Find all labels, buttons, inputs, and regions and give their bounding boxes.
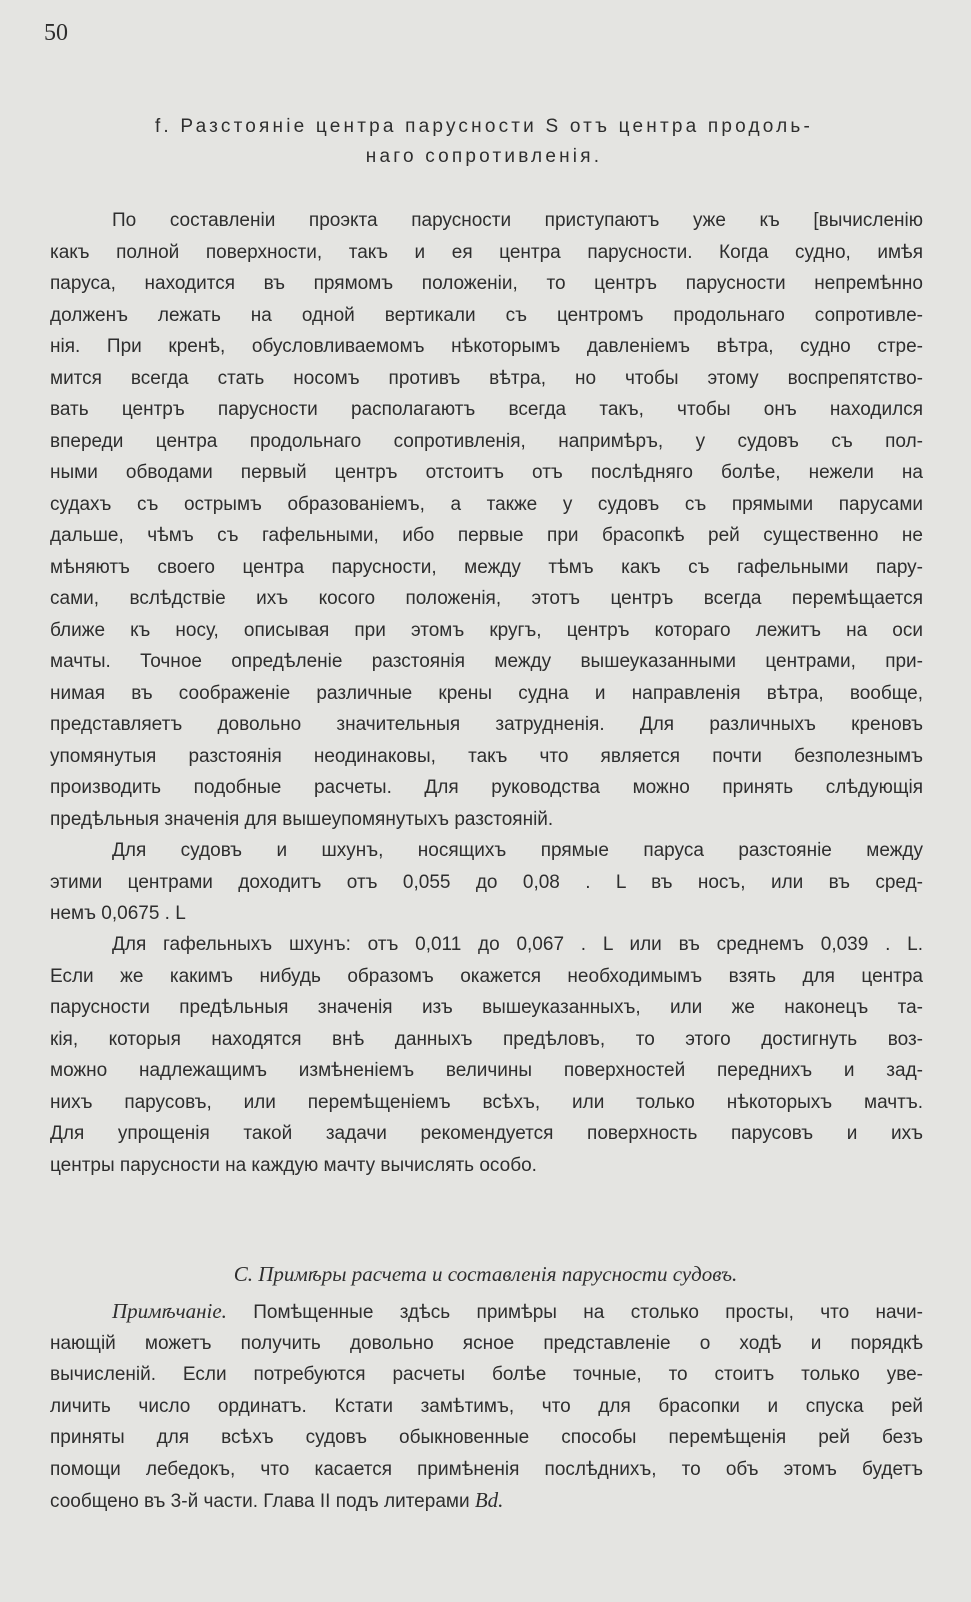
text-line: судахъ съ острымъ образованіемъ, а также у судовъ съ прямыми парусами [50,493,923,515]
text-line: ными обводами первый центръ отстоитъ отъ послѣдняго болѣе, нежели на [50,462,923,483]
text-line: паруса, находится въ прямомъ положеніи, то центръ парусности непремѣнно [50,273,923,294]
text-line: упомянутыя разстоянія неодинаковы, такъ что является почти безполезнымъ [50,745,923,767]
paragraph-3 [50,929,923,1181]
text-line: нающій можетъ получить довольно ясное представленіе о ходѣ и порядкѣ [50,1332,923,1354]
text-line: производить подобные расчеты. Для руководства можно принять слѣдующія [50,777,923,798]
text-line: мачты. Точное опредѣленіе разстоянія между вышеуказанными центрами, при- [50,651,923,672]
text-line: вать центръ парусности располагаютъ всегда такъ, чтобы онъ находился [50,399,923,420]
text-line: нія. При кренѣ, обусловливаемомъ нѣкоторымъ давленіемъ вѣтра, судно стре- [50,336,923,357]
note-label: Примѣчаніе. [112,1299,227,1323]
text-line: центры парусности на каждую мачту вычислять особо. [50,1154,537,1176]
text-line: какъ полной поверхности, такъ и ея центра парусности. Когда судно, имѣя [50,241,923,263]
text-line: Если же какимъ нибудь образомъ окажется необходимымъ взять для центра [50,965,923,987]
page-number: 50 [44,20,68,46]
note-end-italic: Bd. [474,1488,504,1512]
text-line: нихъ парусовъ, или перемѣщеніемъ всѣхъ, или только нѣкоторыхъ мачтъ. [50,1091,923,1113]
section-c-heading: С. Примѣры расчета и составленія парусности судовъ. [233,1262,738,1286]
text-line: парусности предѣльныя значенія изъ вышеуказанныхъ, или же наконецъ та- [50,997,923,1018]
section-f-heading [44,112,924,172]
paragraph-2 [50,835,923,930]
text-line: Для судовъ и шхунъ, носящихъ прямые паруса разстояніе между [112,840,923,861]
text-line: личить число ординатъ. Кстати замѣтимъ, что для брасопки и спуска рей [50,1395,923,1417]
heading-line: наго сопротивленія. [365,146,603,167]
text-line: ближе къ носу, описывая при этомъ кругъ, центръ котораго лежитъ на оси [50,619,923,641]
note-paragraph [50,1296,923,1517]
text-line: этими центрами доходитъ отъ 0,055 до 0,08 . L въ носъ, или въ сред- [50,871,923,893]
text-line: дальше, чѣмъ съ гафельными, ибо первые при брасопкѣ рей существенно не [50,525,923,546]
text-line: долженъ лежать на одной вертикали съ центромъ продольнаго сопротивле- [50,304,923,326]
text-line: сами, вслѣдствіе ихъ косого положенія, этотъ центръ всегда перемѣщается [50,588,923,609]
text-line: предѣльныя значенія для вышеупомянутыхъ разстояній. [50,808,554,830]
paragraph-1 [50,205,923,835]
text-line: Для упрощенія такой задачи рекомендуется поверхность парусовъ и ихъ [50,1123,923,1144]
text-line: впереди центра продольнаго сопротивленія, напримѣръ, у судовъ съ пол- [50,430,923,452]
text-line: мится всегда стать носомъ противъ вѣтра, но чтобы этому воспрепятство- [50,367,923,389]
text-line: помощи лебедокъ, что касается примѣненія послѣднихъ, то объ этомъ будетъ [50,1458,923,1480]
text-line: вычисленій. Если потребуются расчеты болѣе точные, то стоитъ только уве- [50,1364,923,1385]
heading-line: f. Разстояніе центра парусности S отъ центра продоль- [154,116,814,137]
text-line: приняты для всѣхъ судовъ обыкновенные способы перемѣщенія рей безъ [50,1427,923,1448]
text-line: можно надлежащимъ измѣненіемъ величины поверхностей переднихъ и зад- [50,1060,923,1081]
text-line: немъ 0,0675 . L [50,903,186,924]
text-line: Примѣчаніе. Помѣщенные здѣсь примѣры на столько просты, что начи- [112,1299,923,1323]
text-line: представляетъ довольно значительныя затрудненія. Для различныхъ креновъ [50,714,923,735]
text-line: Для гафельныхъ шхунъ: отъ 0,011 до 0,067 . L или въ среднемъ 0,039 . L. [112,934,923,955]
text-line: По составленіи проэкта парусности приступаютъ уже къ [вычисленію [112,210,923,231]
text-line: нимая въ соображеніе различные крены судна и направленія вѣтра, вообще, [50,682,923,704]
text-line: кія, которыя находятся внѣ данныхъ предѣловъ, то этого достигнуть воз- [50,1028,923,1050]
text-line: мѣняютъ своего центра парусности, между тѣмъ какъ съ гафельными пару- [50,556,923,578]
text-line: сообщено въ 3-й части. Глава II подъ литерами Bd. [50,1488,504,1512]
